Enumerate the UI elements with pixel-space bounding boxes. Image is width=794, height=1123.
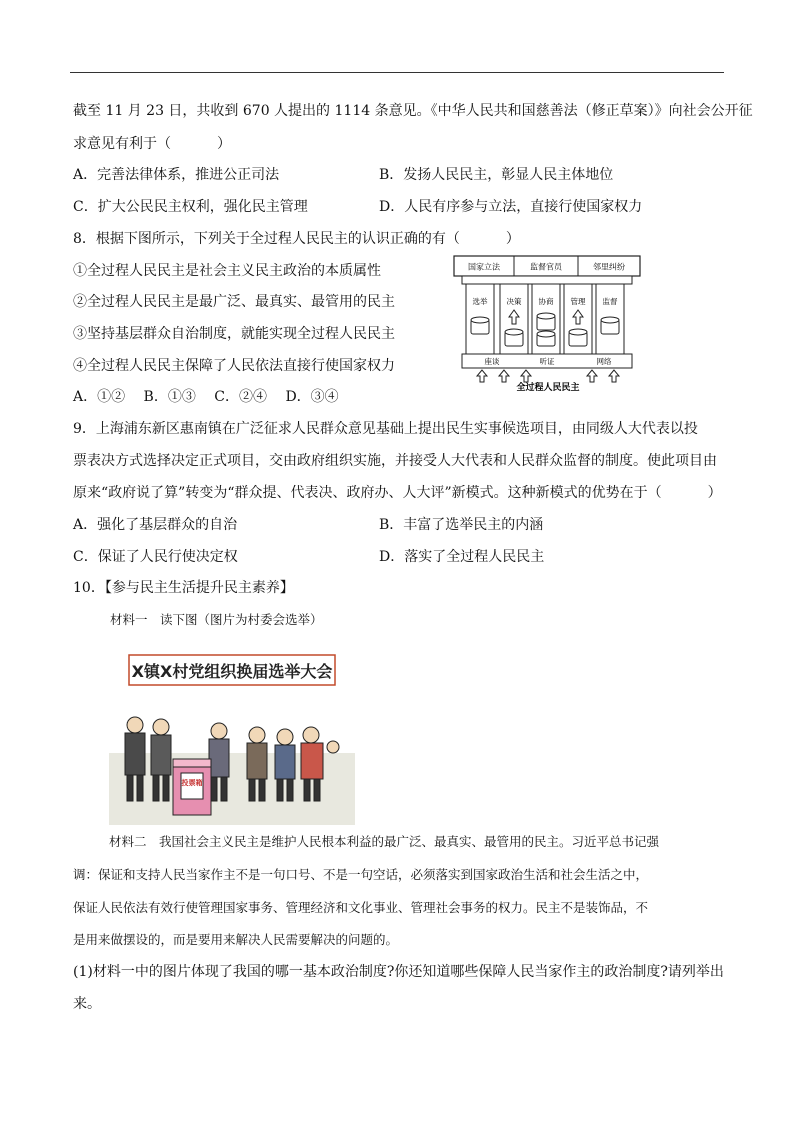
q10-subquestion-1-line2: 来。 [73,996,101,1012]
diagram-top-label: 国家立法 [468,262,500,272]
diagram-pillar-label: 选举 [472,297,488,306]
diagram-pillar-label: 决策 [506,297,522,306]
diagram-pillar-label: 协商 [538,297,554,306]
diagram-caption: 全过程人民民主 [516,383,580,393]
q9-option-d: D．落实了全过程人民民主 [379,549,545,565]
election-banner-text: X镇X村党组织换届选举大会 [131,662,333,681]
diagram-pillar-label: 管理 [570,297,586,306]
q7-option-d: D．人民有序参与立法，直接行使国家权力 [379,199,643,215]
material-two-line2: 调：保证和支持人民当家作主不是一句口号、不是一句空话，必须落实到国家政治生活和社会生活之中， [73,867,649,882]
header-rule [70,72,724,73]
q7-option-c: C．扩大公民民主权利，强化民主管理 [73,199,308,215]
material-two-line4: 是用来做摆设的，而是要用来解决人民需要解决的问题的。 [73,932,399,947]
q10-title: 10．【参与民主生活提升民主素养】 [73,580,294,596]
diagram-base-label: 听证 [539,357,555,366]
material-one-label: 材料一 读下图（图片为村委会选举） [110,612,323,627]
q8-stem: 8．根据下图所示，下列关于全过程人民民主的认识正确的有（ ） [73,231,520,247]
diagram-top-label: 邻里纠纷 [593,262,625,272]
diagram-pillar-label: 监督 [602,297,618,306]
diagram-base-label: 座谈 [484,357,500,366]
whole-process-democracy-diagram [452,254,644,396]
q8-statement-1: ①全过程人民民主是社会主义民主政治的本质属性 [73,263,381,279]
q7-stem-line1: 截至 11 月 23 日，共收到 670 人提出的 1114 条意见。《中华人民共和国慈善法（修正草案）》向社会公开征 [73,103,753,119]
q9-stem-line3: 原来“政府说了算”转变为“群众提、代表决、政府办、人大评”新模式。这种新模式的优势在于（ ） [73,485,722,501]
q7-option-a: A．完善法律体系，推进公正司法 [73,167,280,183]
material-two-line1: 材料二 我国社会主义民主是维护人民根本利益的最广泛、最真实、最管用的民主。习近平总书记强 [109,834,660,849]
q8-statement-2: ②全过程人民民主是最广泛、最真实、最管用的民主 [73,294,395,310]
ballot-box-label: 投票箱 [181,779,203,787]
q9-stem-line1: 9．上海浦东新区惠南镇在广泛征求人民群众意见基础上提出民生实事候选项目，由同级人大代表以投 [73,421,698,437]
q10-subquestion-1-line1: (1)材料一中的图片体现了我国的哪一基本政治制度?你还知道哪些保障人民当家作主的政治制度?请列举出 [73,964,724,980]
material-two-line3: 保证人民依法有效行使管理国家事务、管理经济和文化事业、管理社会事务的权力。民主不是装饰品，不 [73,900,649,915]
q9-stem-line2: 票表决方式选择决定正式项目，交由政府组织实施，并接受人大代表和人民群众监督的制度。使此项目由 [73,453,717,469]
q7-stem-line2: 求意见有利于（ ） [73,136,231,152]
q9-option-c: C．保证了人民行使决定权 [73,549,238,565]
diagram-top-label: 监督官员 [530,262,562,272]
q9-option-a: A．强化了基层群众的自治 [73,517,238,533]
q8-options: A．①② B．①③ C．②④ D．③④ [73,389,339,405]
q7-option-b: B．发扬人民民主，彰显人民主体地位 [379,167,614,183]
diagram-base-label: 网络 [596,357,612,366]
q8-statement-3: ③坚持基层群众自治制度，就能实现全过程人民民主 [73,326,395,342]
q8-statement-4: ④全过程人民民主保障了人民依法直接行使国家权力 [73,358,395,374]
village-election-illustration [109,653,355,825]
q9-option-b: B．丰富了选举民主的内涵 [379,517,544,533]
